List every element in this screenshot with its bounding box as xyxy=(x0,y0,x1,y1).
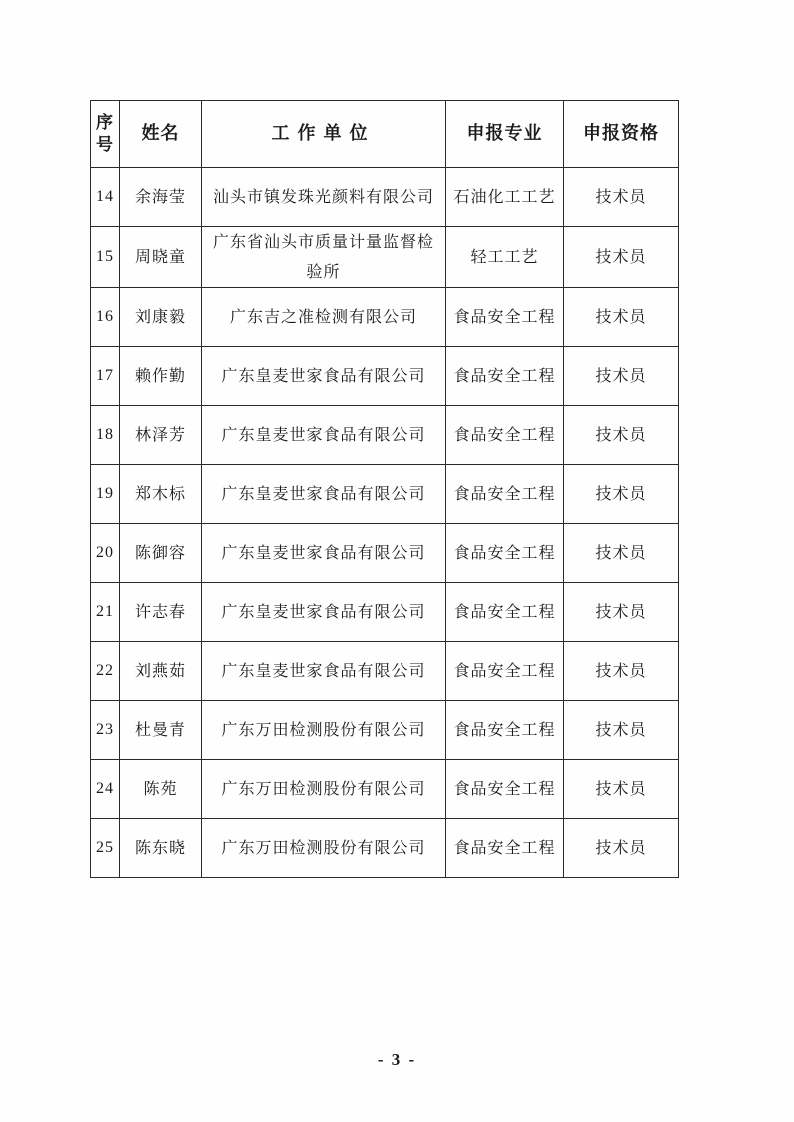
cell-major: 食品安全工程 xyxy=(446,465,564,524)
cell-index: 25 xyxy=(91,819,120,878)
cell-name: 余海莹 xyxy=(120,168,202,227)
cell-qualification: 技术员 xyxy=(564,819,679,878)
table-row xyxy=(91,406,679,465)
cell-major: 食品安全工程 xyxy=(446,701,564,760)
cell-unit xyxy=(202,819,446,878)
cell-unit xyxy=(202,583,446,642)
cell-unit xyxy=(202,642,446,701)
cell-qualification: 技术员 xyxy=(564,642,679,701)
cell-major: 食品安全工程 xyxy=(446,583,564,642)
table-row xyxy=(91,642,679,701)
cell-name: 刘燕茹 xyxy=(120,642,202,701)
cell-index: 21 xyxy=(91,583,120,642)
cell-major: 轻工工艺 xyxy=(446,227,564,288)
cell-name: 林泽芳 xyxy=(120,406,202,465)
table-row xyxy=(91,168,679,227)
cell-major: 食品安全工程 xyxy=(446,760,564,819)
cell-name: 赖作勤 xyxy=(120,347,202,406)
personnel-table xyxy=(90,100,679,878)
page-number: - 3 - xyxy=(377,1050,417,1069)
cell-index: 20 xyxy=(91,524,120,583)
cell-qualification: 技术员 xyxy=(564,465,679,524)
cell-name: 周晓童 xyxy=(120,227,202,288)
cell-qualification: 技术员 xyxy=(564,227,679,288)
cell-index: 15 xyxy=(91,227,120,288)
cell-unit xyxy=(202,465,446,524)
header-major: 申报专业 xyxy=(446,101,564,168)
table-row xyxy=(91,524,679,583)
cell-unit-text: 广东万田检测股份有限公司 xyxy=(221,779,426,798)
cell-name: 陈东晓 xyxy=(120,819,202,878)
cell-unit xyxy=(202,760,446,819)
cell-index: 17 xyxy=(91,347,120,406)
cell-name: 刘康毅 xyxy=(120,288,202,347)
header-name: 姓名 xyxy=(120,101,202,168)
cell-qualification: 技术员 xyxy=(564,347,679,406)
cell-index: 16 xyxy=(91,288,120,347)
cell-major: 食品安全工程 xyxy=(446,819,564,878)
header-qualification: 申报资格 xyxy=(564,101,679,168)
cell-index: 14 xyxy=(91,168,120,227)
cell-name: 杜曼青 xyxy=(120,701,202,760)
cell-qualification: 技术员 xyxy=(564,583,679,642)
cell-index: 23 xyxy=(91,701,120,760)
table-header-row xyxy=(91,101,679,168)
cell-qualification: 技术员 xyxy=(564,288,679,347)
cell-major: 石油化工工艺 xyxy=(446,168,564,227)
cell-unit xyxy=(202,406,446,465)
cell-qualification: 技术员 xyxy=(564,168,679,227)
cell-unit-text: 广东吉之准检测有限公司 xyxy=(229,307,417,326)
cell-qualification: 技术员 xyxy=(564,760,679,819)
cell-name: 许志春 xyxy=(120,583,202,642)
cell-major: 食品安全工程 xyxy=(446,347,564,406)
cell-qualification: 技术员 xyxy=(564,701,679,760)
header-index: 序号 xyxy=(91,101,120,168)
cell-unit xyxy=(202,347,446,406)
cell-unit-text: 广东省汕头市质量计量监督检验所 xyxy=(212,232,434,281)
cell-major: 食品安全工程 xyxy=(446,406,564,465)
cell-index: 24 xyxy=(91,760,120,819)
cell-major: 食品安全工程 xyxy=(446,642,564,701)
table-row xyxy=(91,819,679,878)
cell-unit xyxy=(202,701,446,760)
header-unit: 工作单位 xyxy=(202,101,446,168)
table-row xyxy=(91,760,679,819)
table-row xyxy=(91,583,679,642)
cell-unit xyxy=(202,168,446,227)
cell-unit-text: 广东皇麦世家食品有限公司 xyxy=(221,484,426,503)
table-body xyxy=(91,168,679,878)
cell-name: 郑木标 xyxy=(120,465,202,524)
cell-unit-text: 广东皇麦世家食品有限公司 xyxy=(221,602,426,621)
table-row xyxy=(91,347,679,406)
cell-unit-text: 广东皇麦世家食品有限公司 xyxy=(221,543,426,562)
cell-unit xyxy=(202,288,446,347)
cell-index: 18 xyxy=(91,406,120,465)
cell-index: 19 xyxy=(91,465,120,524)
cell-unit-text: 广东万田检测股份有限公司 xyxy=(221,720,426,739)
cell-unit-text: 广东万田检测股份有限公司 xyxy=(221,838,426,857)
table-row xyxy=(91,227,679,288)
cell-unit-text: 汕头市镇发珠光颜料有限公司 xyxy=(212,187,434,206)
table-row xyxy=(91,288,679,347)
cell-name: 陈苑 xyxy=(120,760,202,819)
cell-unit-text: 广东皇麦世家食品有限公司 xyxy=(221,425,426,444)
cell-index: 22 xyxy=(91,642,120,701)
cell-unit-text: 广东皇麦世家食品有限公司 xyxy=(221,661,426,680)
cell-unit-text: 广东皇麦世家食品有限公司 xyxy=(221,366,426,385)
cell-unit xyxy=(202,524,446,583)
cell-name: 陈御容 xyxy=(120,524,202,583)
cell-qualification: 技术员 xyxy=(564,406,679,465)
table-row xyxy=(91,465,679,524)
cell-major: 食品安全工程 xyxy=(446,288,564,347)
cell-major: 食品安全工程 xyxy=(446,524,564,583)
cell-qualification: 技术员 xyxy=(564,524,679,583)
cell-unit xyxy=(202,227,446,288)
table-row xyxy=(91,701,679,760)
